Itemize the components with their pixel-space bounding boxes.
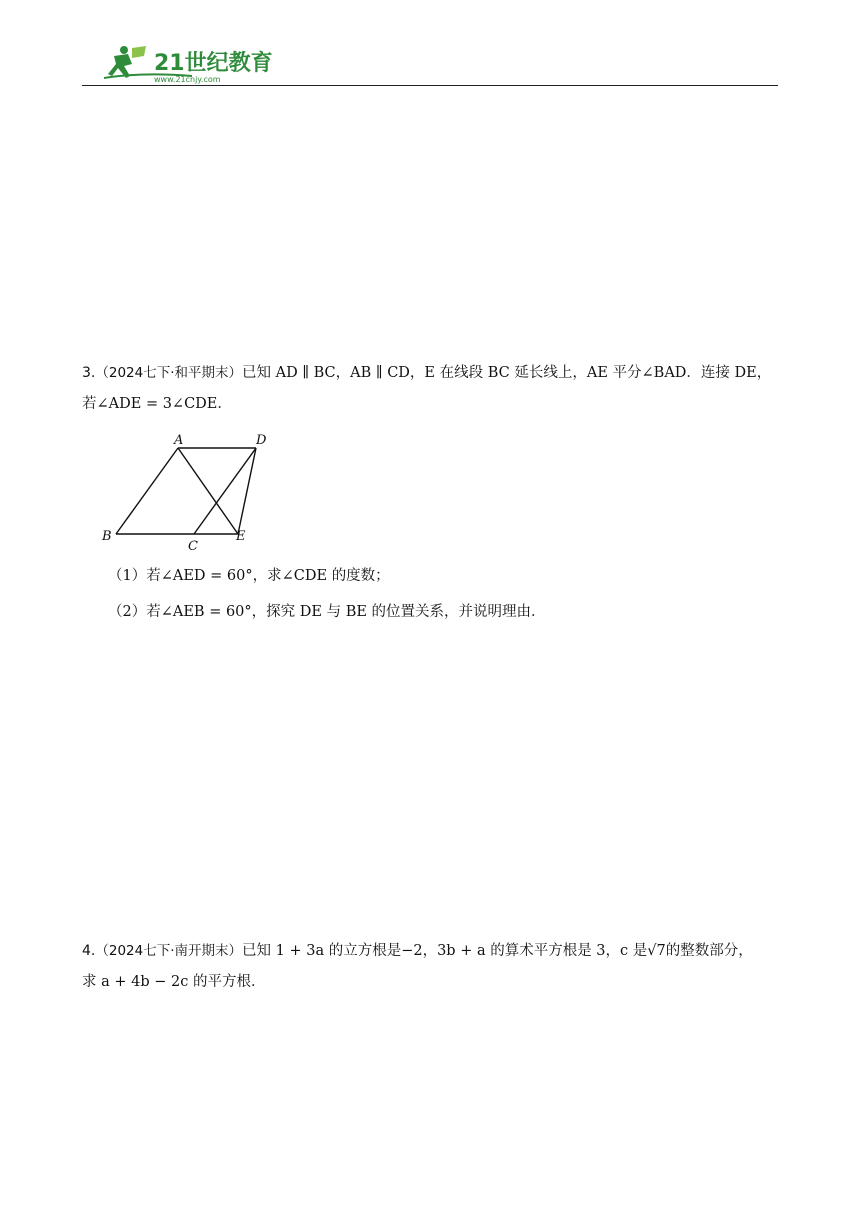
label-c: C <box>188 539 198 554</box>
label-d: D <box>256 433 267 448</box>
question-3-part-2: （2）若∠AEB = 60°，探究 DE 与 BE 的位置关系，并说明理由． <box>108 604 546 620</box>
header-rule <box>82 85 778 86</box>
question-text-line1: 已知 AD ∥ BC，AB ∥ CD，E 在线段 BC 延长线上，AE 平分∠BAD．连接 DE， <box>242 365 772 381</box>
geometry-figure <box>98 428 278 554</box>
question-text-line2: 若∠ADE = 3∠CDE． <box>82 396 232 412</box>
question-number: 4. <box>82 943 96 959</box>
question-3-part-1: （1）若∠AED = 60°，求∠CDE 的度数； <box>108 568 390 584</box>
question-text-line2: 求 a + 4b − 2c 的平方根． <box>82 974 266 990</box>
label-b: B <box>102 529 112 544</box>
21cnjy-logo <box>102 42 282 86</box>
segment-ae <box>178 448 238 534</box>
question-number: 3. <box>82 365 96 381</box>
question-3 <box>82 358 782 420</box>
question-source: （2024七下·南开期末） <box>95 943 243 959</box>
page-header <box>82 40 778 86</box>
logo-url: www.21cnjy.com <box>154 75 221 84</box>
question-text-line1: 已知 1 + 3a 的立方根是−2，3b + a 的算术平方根是 3，c 是√7的整数部分， <box>242 943 753 959</box>
label-a: A <box>174 433 184 448</box>
label-e: E <box>236 529 246 544</box>
logo-title: 21世纪教育 <box>154 51 273 76</box>
segment-ab <box>116 448 178 534</box>
question-4 <box>82 936 782 998</box>
question-source: （2024七下·和平期末） <box>95 365 243 381</box>
